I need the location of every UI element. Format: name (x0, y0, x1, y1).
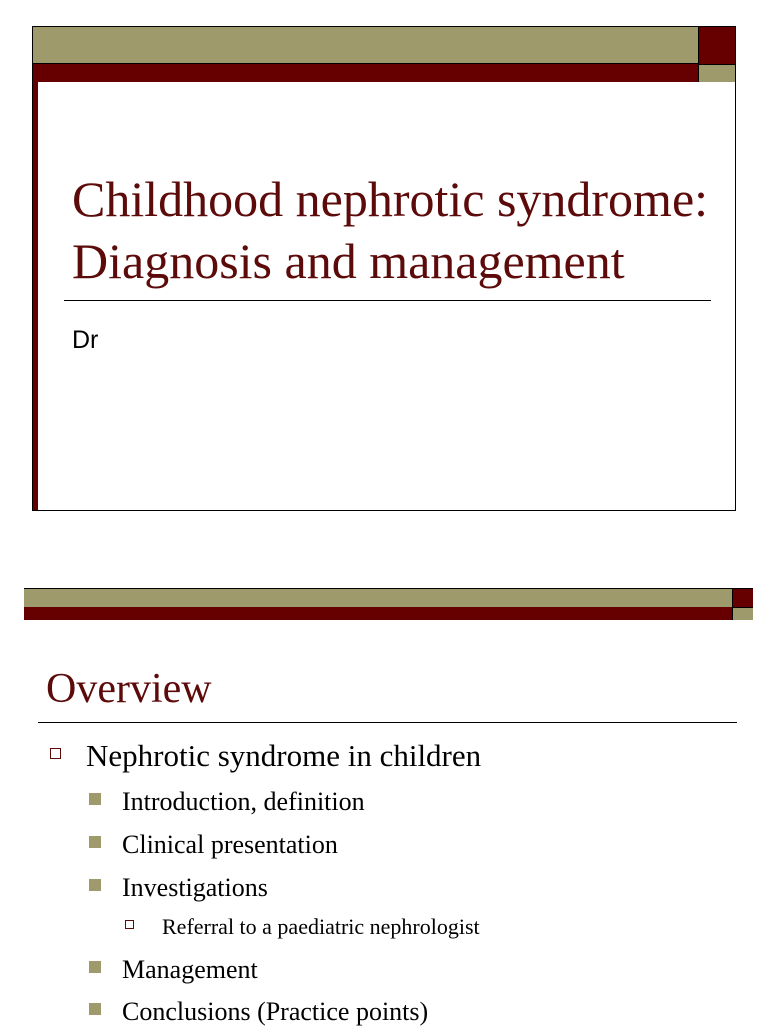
slide-2-header-band-maroon (24, 607, 732, 620)
slide-2-header-band-olive (24, 588, 732, 607)
bullet-level-3: Referral to a paediatric nephrologist (162, 914, 480, 939)
olive-square-bullet-icon (89, 836, 101, 848)
slide-1-title-line-2: Diagnosis and management (72, 233, 625, 289)
olive-square-bullet-icon (89, 1003, 101, 1015)
bullet-level-2: Introduction, definition (122, 787, 365, 816)
olive-square-bullet-icon (89, 879, 101, 891)
slide-2-title-initial: O (46, 666, 77, 712)
bullet-level-2: Management (122, 955, 258, 984)
slide-1-corner-square-olive (698, 64, 735, 82)
olive-square-bullet-icon (89, 793, 101, 805)
slide-2-title (46, 664, 212, 714)
slide-1-title-line-1: Childhood nephrotic syndrome: (72, 171, 709, 227)
slide-1-header-band-olive (33, 27, 698, 64)
slide-2-corner-square-olive (732, 607, 753, 620)
hollow-square-bullet-small-icon (125, 920, 134, 929)
bullet-level-1: Nephrotic syndrome in children (86, 738, 482, 773)
slide-1-header-band-maroon (33, 64, 698, 82)
slide-1-title-rule (64, 300, 711, 301)
olive-square-bullet-icon (89, 961, 101, 973)
slide-2-corner-square-maroon (732, 588, 753, 607)
bullet-level-2: Investigations (122, 873, 268, 902)
slide-1-title (72, 168, 736, 292)
hollow-square-bullet-icon (50, 748, 61, 759)
slide-2-title-rule (38, 722, 737, 723)
bullet-level-2: Conclusions (Practice points) (122, 997, 429, 1026)
bullet-level-2: Clinical presentation (122, 830, 338, 859)
slide-2-title-rest: verview (76, 666, 212, 712)
slide-1-corner-square-maroon (698, 27, 735, 64)
slide-1-subtitle: Dr (72, 326, 99, 354)
slide-1-left-accent-bar (33, 82, 38, 510)
